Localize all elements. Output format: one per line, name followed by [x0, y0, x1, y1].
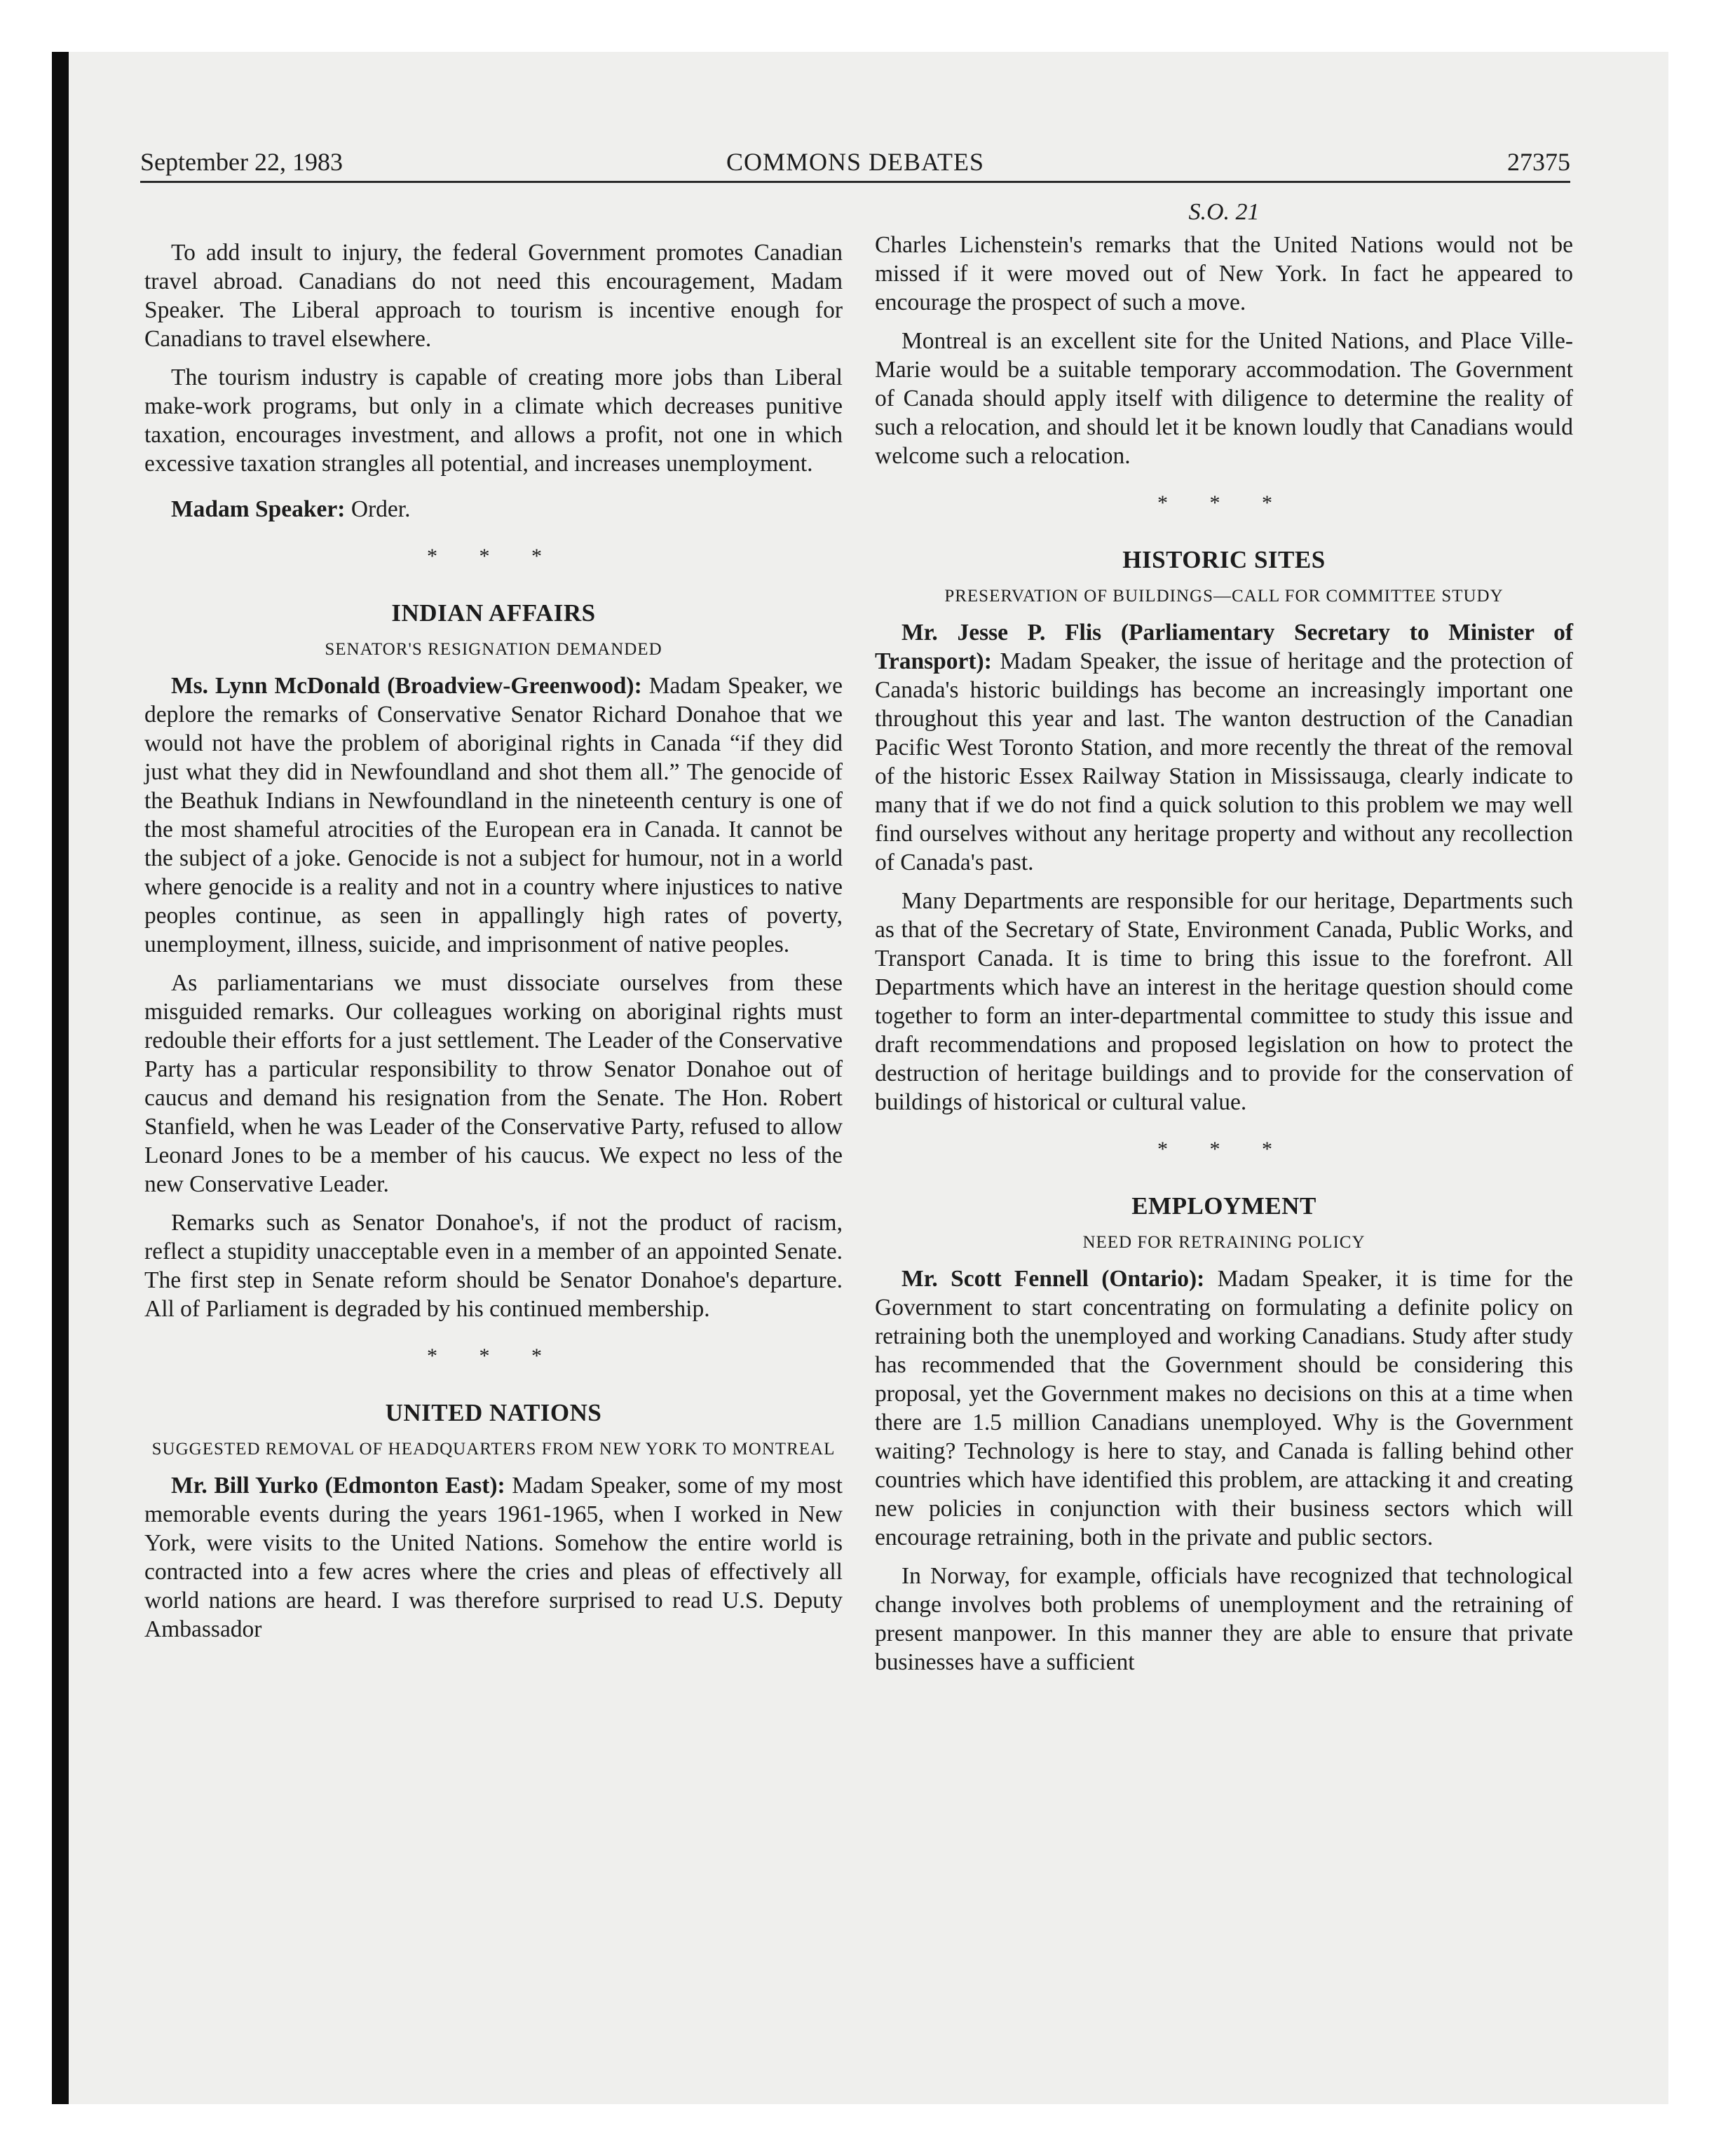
standing-order-marker: S.O. 21	[1188, 199, 1260, 225]
statement-text: Madam Speaker, we deplore the remarks of Conservative Senator Richard Donahoe that we would not have the problem of aboriginal rights in Canada “if they did just what they did in Newfoundland and shot them all.” The genocide of the Beathuk Indians in Newfoundland in the nineteenth century is one of the most shameful atrocities of the European era in Canada. It cannot be the subject of a joke. Genocide is not a subject for humour, not in a world where genocide is a reality and not in a country where injustices to native peoples continue, as seen in appallingly high rates of poverty, unemployment, illness, suicide, and imprisonment of native peoples.	[144, 673, 843, 957]
header-title: COMMONS DEBATES	[726, 148, 985, 176]
section-separator: * * *	[1157, 1138, 1291, 1161]
paragraph: Remarks such as Senator Donahoe's, if not the product of racism, reflect a stupidity unacceptable even in a member of an appointed Senate. The first step in Senate reform should be Senator Donahoe's departure. All of Parliament is degraded by his continued membership.	[144, 1210, 843, 1322]
right-column	[875, 198, 1573, 1686]
speaker-name: Ms. Lynn McDonald (Broadview-Greenwood):	[171, 673, 642, 699]
paragraph: Many Departments are responsible for our heritage, Departments such as that of the Secretary of State, Environment Canada, Public Works, and Transport Canada. It is time to bring this issue to the forefront. All Departments which have an interest in the heritage question should come together to form an inter-departmental committee to study this issue and draft recommendations and proposed legislation on how to protect the destruction of heritage buildings and to provide for the conservation of buildings of historical or cultural value.	[875, 888, 1573, 1115]
speaker-statement	[875, 1264, 1573, 1552]
paragraph: As parliamentarians we must dissociate ourselves from these misguided remarks. Our colleagues working on aboriginal rights must redouble their efforts for a just settlement. The Leader of the Conservative Party has a particular responsibility to throw Senator Donahoe out of caucus and demand his resignation from the Senate. The Hon. Robert Stanfield, when he was Leader of the Conservative Party, refused to allow Leonard Jones to be a member of his caucus. We expect no less of the new Conservative Leader.	[144, 970, 843, 1197]
statement-text: Madam Speaker, it is time for the Government to start concentrating on formulating a definite policy on retraining both the unemployed and working Canadians. Study after study has recommended that the Government should be considering this proposal, yet the Government makes no decisions on this at a time when there are 1.5 million Canadians unemployed. Why is the Government waiting? Technology is here to stay, and Canada is falling behind other countries which have identified this problem, are attacking it and creating new policies in conjunction with their business sectors which will encourage retraining, both in the private and public sectors.	[875, 1266, 1574, 1550]
paragraph: To add insult to injury, the federal Government promotes Canadian travel abroad. Canadians do not need this encouragement, Madam Speaker. The Liberal approach to tourism is incentive enough for Canadians to travel elsewhere.	[144, 240, 843, 352]
header-page-number: 27375	[1507, 148, 1570, 176]
speaker-statement	[144, 1471, 843, 1644]
section-subheading: SENATOR'S RESIGNATION DEMANDED	[325, 640, 662, 659]
section-separator: * * *	[427, 545, 560, 568]
section-separator: * * *	[1157, 491, 1291, 514]
speaker-statement	[144, 495, 843, 524]
scan-edge	[52, 52, 69, 2104]
speaker-name: Mr. Bill Yurko (Edmonton East):	[171, 1473, 505, 1499]
speaker-name: Mr. Jesse P. Flis (Parliamentary Secretary to Minister of Transport):	[875, 620, 1573, 674]
left-column	[144, 238, 843, 1653]
section-heading: EMPLOYMENT	[1131, 1192, 1316, 1220]
page-header	[140, 144, 1570, 183]
paragraph: The tourism industry is capable of creating more jobs than Liberal make-work programs, but only in a climate which decreases punitive taxation, encourages investment, and allows a profit, not one in which excessive taxation strangles all potential, and increases unemployment.	[144, 364, 843, 477]
speaker-statement	[875, 618, 1573, 877]
speaker-statement	[144, 671, 843, 959]
speaker-name: Madam Speaker:	[171, 496, 346, 522]
speaker-name: Mr. Scott Fennell (Ontario):	[901, 1266, 1205, 1292]
section-heading: HISTORIC SITES	[1122, 546, 1326, 573]
section-subheading: NEED FOR RETRAINING POLICY	[1082, 1233, 1366, 1252]
section-heading: UNITED NATIONS	[385, 1399, 602, 1426]
section-heading: INDIAN AFFAIRS	[391, 599, 596, 627]
paragraph: In Norway, for example, officials have recognized that technological change involves both problems of unemployment and the retraining of present manpower. In this manner they are able to ensure that private businesses have a sufficient	[875, 1563, 1573, 1675]
paragraph: Charles Lichenstein's remarks that the United Nations would not be missed if it were moved out of New York. In fact he appeared to encourage the prospect of such a move.	[875, 232, 1573, 315]
statement-text: Madam Speaker, some of my most memorable events during the years 1961-1965, when I worked in New York, were visits to the United Nations. Somehow the entire world is contracted into a few acres where the cries and pleas of effectively all world nations are heard. I was therefore surprised to read U.S. Deputy Ambassador	[144, 1473, 843, 1642]
statement-text: Order.	[351, 496, 411, 522]
paragraph: Montreal is an excellent site for the United Nations, and Place Ville-Marie would be a suitable temporary accommodation. The Government of Canada should apply itself with diligence to determine the reality of such a relocation, and should let it be known loudly that Canadians would welcome such a relocation.	[875, 328, 1573, 469]
section-subheading: SUGGESTED REMOVAL OF HEADQUARTERS FROM NEW YORK TO MONTREAL	[151, 1440, 836, 1459]
section-separator: * * *	[427, 1344, 560, 1367]
header-date: September 22, 1983	[140, 148, 343, 176]
statement-text: Madam Speaker, the issue of heritage and the protection of Canada's historic buildings has become an increasingly important one throughout this year and last. The wanton destruction of the Canadian Pacific West Toronto Station, and more recently the threat of the removal of the historic Essex Railway Station in Mississauga, clearly indicate to many that if we do not find a quick solution to this problem we may well find ourselves without any heritage property and without any recollection of Canada's past.	[875, 648, 1573, 875]
section-subheading: PRESERVATION OF BUILDINGS—CALL FOR COMMITTEE STUDY	[944, 587, 1504, 606]
